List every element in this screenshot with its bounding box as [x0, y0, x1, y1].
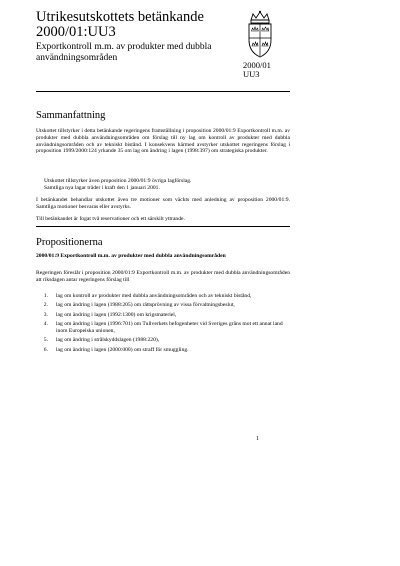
- side-document-number: [243, 61, 271, 79]
- title-line-1: Utrikesutskottets betänkande: [36, 9, 204, 25]
- list-item: 5. lag om ändring i strålskyddslagen (1988:220),: [43, 337, 160, 344]
- summary-paragraph-2-line-2: Samtliga nya lagar träder i kraft den 1 januari 2001.: [44, 184, 160, 191]
- summary-paragraph-2: [36, 178, 290, 192]
- summary-paragraph-1: Utskottet tillstyrker i detta betänkande regeringens framställning i proposition 2000/01:9 Exportkontroll m.m. av produkter med dubbla användningsområden om förslag till ny lag om kontroll av produkter med dubbla användningsområden och av tekniskt bistånd. I konsekvens härmed avstyrker utskottet regeringens förslag i proposition 1999/2000:124 yrkande 35 om lag om ändring i lagen (1998:397) om strategiska produkter.: [36, 128, 290, 155]
- side-label-line-1: 2000/01: [243, 60, 271, 70]
- proposal-list: [36, 293, 290, 356]
- list-item: 2. lag om ändring i lagen (1988:205) om rättsprövning av vissa förvaltningsbeslut,: [43, 302, 235, 309]
- page-number: 1: [256, 436, 259, 442]
- propositions-heading: Propositionerna: [36, 237, 103, 248]
- side-label-line-2: UU3: [243, 69, 260, 79]
- document-title: [36, 10, 236, 40]
- header-divider: [36, 91, 290, 92]
- summary-paragraph-3: I betänkandet behandlar utskottet även tre motioner som väckts med anledning av proposition 2000/01:9. Samtliga motioner besvaras eller avstyrks.: [36, 197, 290, 210]
- list-item: 4. lag om ändring i lagen (1996:701) om Tullverkets befogenheter vid Sveriges gräns mot ett annat land inom Europeiska unionen,: [43, 321, 283, 334]
- title-line-2: 2000/01:UU3: [36, 24, 116, 40]
- section-divider: [36, 226, 290, 227]
- summary-paragraph-4: Till betänkandet är fogat två reservationer och ett särskilt yttrande.: [36, 216, 185, 222]
- document-subtitle: Exportkontroll m.m. av produkter med dubbla användningsområden: [36, 42, 212, 63]
- summary-paragraph-2-line-1: Utskottet tillstyrker även proposition 2000/01:9 övriga lagförslag.: [44, 178, 192, 184]
- list-item: 1. lag om kontroll av produkter med dubbla användningsområden och av tekniskt bistånd,: [43, 293, 252, 299]
- list-item: 6. lag om ändring i lagen (2000:000) om straff för smuggling.: [43, 346, 189, 353]
- proposition-subheading: 2000/01:9 Exportkontroll m.m. av produkter med dubbla användningsområden: [36, 253, 226, 259]
- summary-heading: Sammanfattning: [36, 110, 106, 121]
- swedish-parliament-crest-icon: [243, 10, 277, 60]
- list-item: 3. lag om ändring i lagen (1992:1300) om krigsmateriel,: [43, 311, 177, 318]
- proposition-intro: Regeringen föreslår i proposition 2000/01:9 Exportkontroll m.m. av produkter med dubbla användningsområden att riksdagen antar regeringens förslag till: [36, 270, 290, 283]
